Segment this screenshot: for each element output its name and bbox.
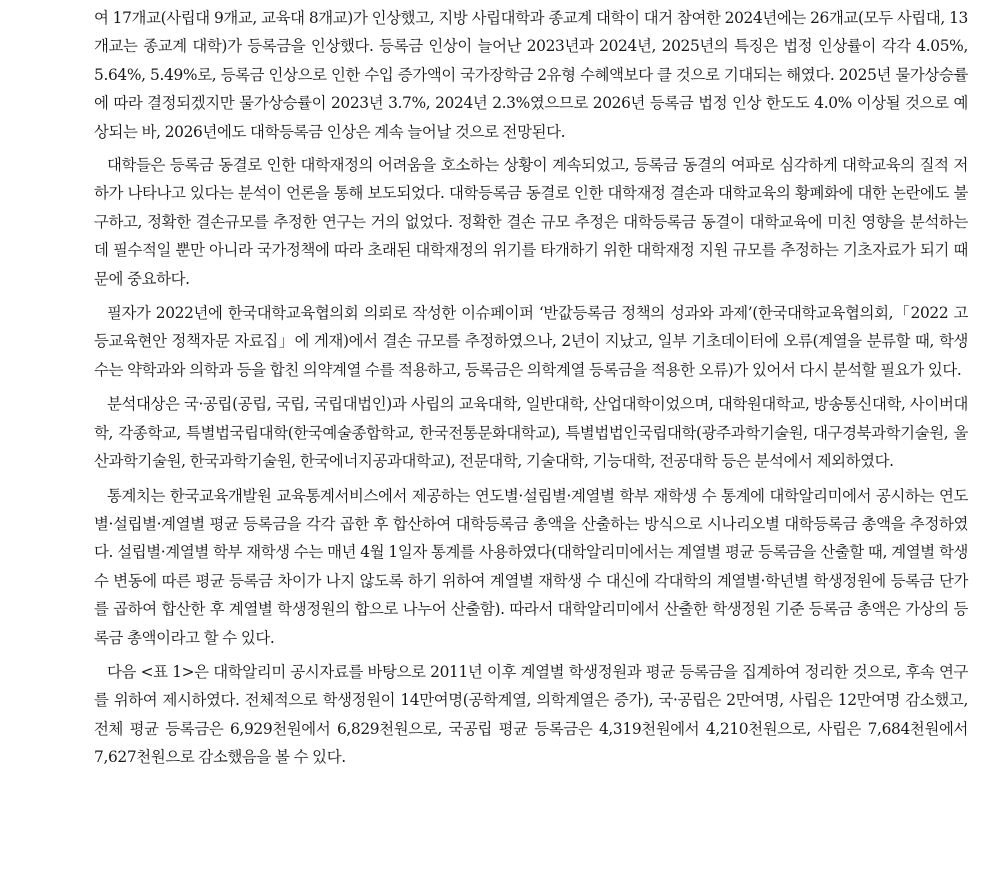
paragraph-statistics-method: 통계치는 한국교육개발원 교육통계서비스에서 제공하는 연도별·설립별·계열별 학부 재학생 수 통계에 대학알리미에서 공시하는 연도별·설립별·계열별 평균 등록금을 각각 곱한 후 합산하여 대학등록금 총액을 산출하는 방식으로 시나리오별 대학등록금 총액을 추정하였다. 설립별·계열별 학부 재학생 수는 매년 4월 1일자 통계를 사용하였다(대학알리미에서는 계열별 평균 등록금을 산출할 때, 계열별 학생 수 변동에 따른 평균 등록금 차이가 나지 않도록 하기 위하여 계열별 재학생 수 대신에 각대학의 계열별·학년별 학생정원에 등록금 단가를 곱하여 합산한 후 계열별 학생정원의 합으로 나누어 산출함). 따라서 대학알리미에서 산출한 학생정원 기준 등록금 총액은 가상의 등록금 총액이라고 할 수 있다.	[94, 486, 968, 647]
paragraph-university-finance-crisis: 대학들은 등록금 동결로 인한 대학재정의 어려움을 호소하는 상황이 계속되었고, 등록금 동결의 여파로 심각하게 대학교육의 질적 저하가 나타나고 있다는 분석이 언론을 통해 보도되었다. 대학등록금 동결로 인한 대학재정 결손과 대학교육의 황폐화에 대한 논란에도 불구하고, 정확한 결손규모를 추정한 연구는 거의 없었다. 정확한 결손 규모 추정은 대학등록금 동결이 대학교육에 미친 영향을 분석하는 데 필수적일 뿐만 아니라 국가정책에 따라 초래된 대학재정의 위기를 타개하기 위한 대학재정 지원 규모를 추정하는 기초자료가 되기 때문에 중요하다.	[94, 156, 968, 288]
paragraph-analysis-scope: 분석대상은 국·공립(공립, 국립, 국립대법인)과 사립의 교육대학, 일반대학, 산업대학이었으며, 대학원대학교, 방송통신대학, 사이버대학, 각종학교, 특별법국립대학(한국예술종합학교, 한국전통문화대학교), 특별법법인국립대학(광주과학기술원, 대구경북과학기술원, 울산과학기술원, 한국과학기술원, 한국에너지공과대학교), 전문대학, 기술대학, 기능대학, 전공대학 등은 분석에서 제외하였다.	[94, 395, 968, 471]
paragraph-table1-summary: 다음 <표 1>은 대학알리미 공시자료를 바탕으로 2011년 이후 계열별 학생정원과 평균 등록금을 집계하여 정리한 것으로, 후속 연구를 위하여 제시하였다. 전체적으로 학생정원이 14만여명(공학계열, 의학계열은 증가), 국·공립은 2만여명, 사립은 12만여명 감소했고, 전체 평균 등록금은 6,929천원에서 6,829천원으로, 국공립 평균 등록금은 4,319천원에서 4,210천원으로, 사립은 7,684천원에서 7,627천원으로 감소했음을 볼 수 있다.	[94, 662, 968, 767]
paragraph-previous-estimate: 필자가 2022년에 한국대학교육협의회 의뢰로 작성한 이슈페이퍼 ‘반값등록금 정책의 성과와 과제’(한국대학교육협의회,「2022 고등교육현안 정책자문 자료집」에 게재)에서 결손 규모를 추정하였으나, 2년이 지났고, 일부 기초데이터에 오류(계열을 분류할 때, 학생수는 약학과와 의학과 등을 합친 의약계열 수를 적용하고, 등록금은 의학계열 등록금을 적용한 오류)가 있어서 다시 분석할 필요가 있다.	[94, 304, 968, 379]
paragraph-tuition-increase-trend: 여 17개교(사립대 9개교, 교육대 8개교)가 인상했고, 지방 사립대학과 종교계 대학이 대거 참여한 2024년에는 26개교(모두 사립대, 13개교는 종교계 대학)가 등록금을 인상했다. 등록금 인상이 늘어난 2023년과 2024년, 2025년의 특징은 법정 인상률이 각각 4.05%, 5.64%, 5.49%로, 등록금 인상으로 인한 수입 증가액이 국가장학금 2유형 수혜액보다 클 것으로 기대되는 해였다. 2025년 물가상승률에 따라 결정되겠지만 물가상승률이 2023년 3.7%, 2024년 2.3%였으므로 2026년 등록금 법정 인상 한도도 4.0% 이상될 것으로 예상되는 바, 2026년에도 대학등록금 인상은 계속 늘어날 것으로 전망된다.	[94, 9, 968, 141]
